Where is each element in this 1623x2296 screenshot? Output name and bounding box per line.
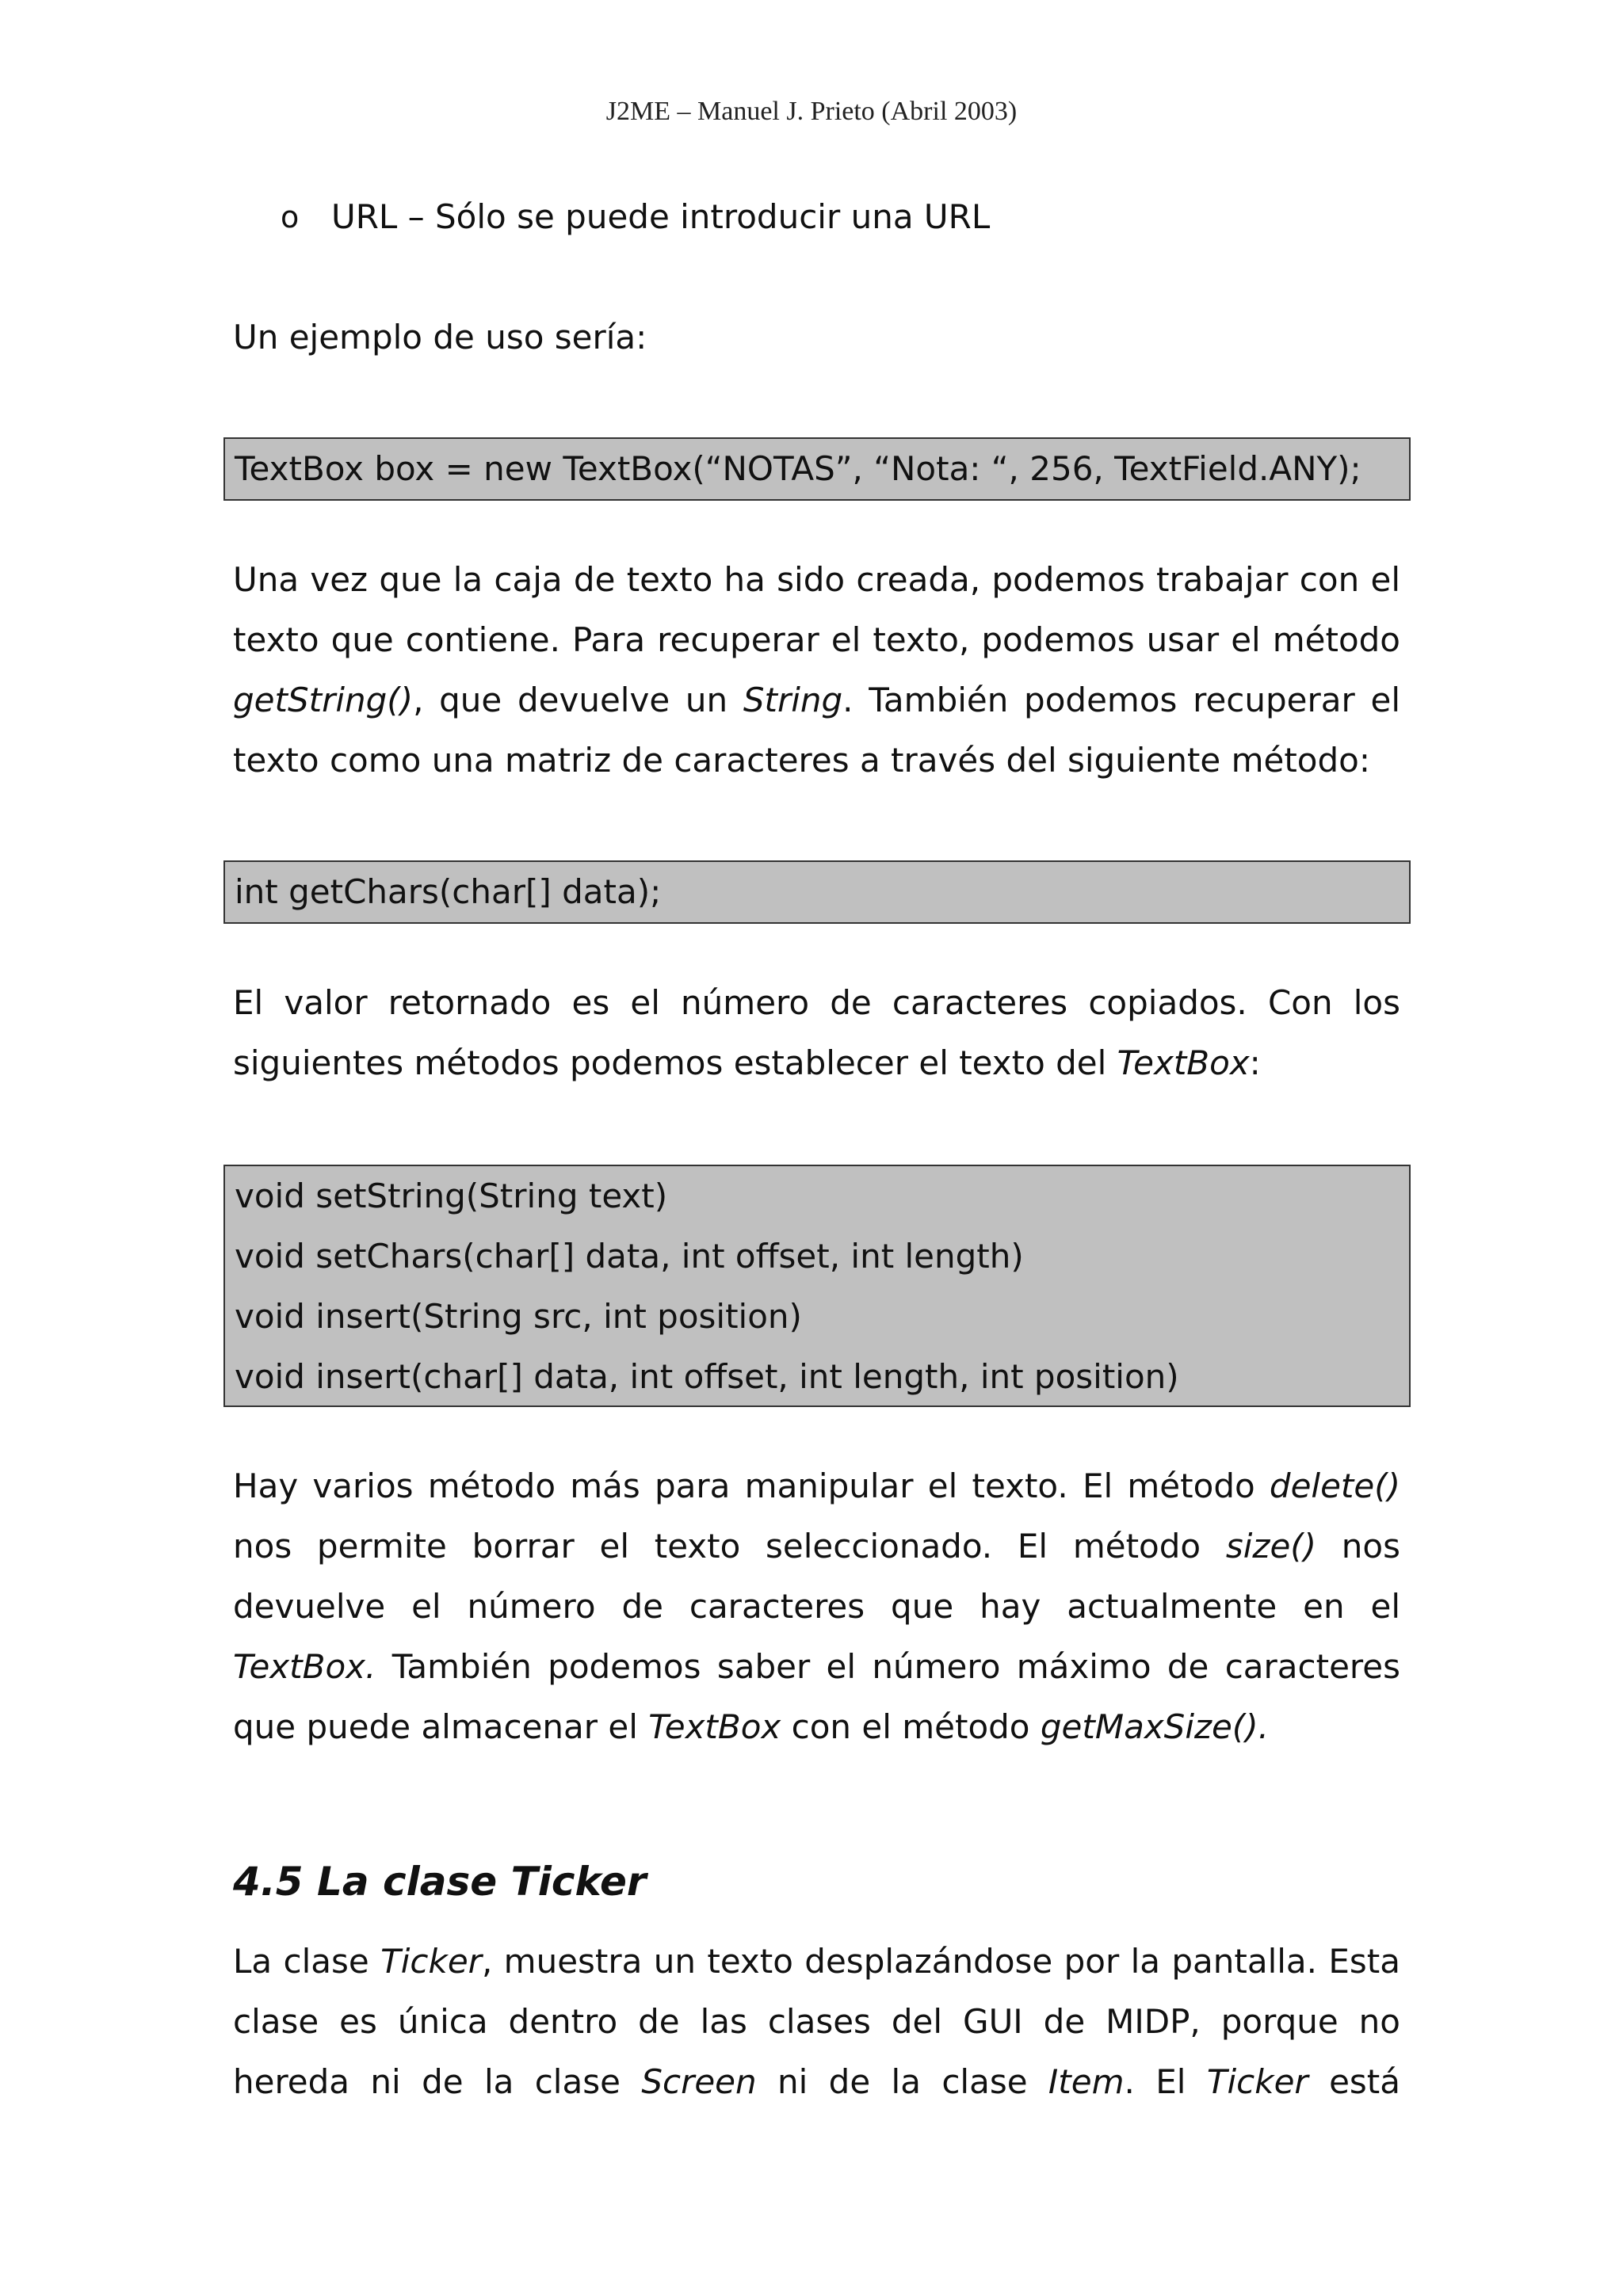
- para3-line3: devuelve el número de caracteres que hay actualmente en el: [233, 1587, 1400, 1626]
- para4-line1: La clase Ticker, muestra un texto desplazándose por la pantalla. Esta: [233, 1942, 1400, 1981]
- para4-line3: hereda ni de la clase Screen ni de la clase Item. El Ticker está: [233, 2062, 1401, 2101]
- code-line: void setChars(char[] data, int offset, int length): [235, 1237, 1024, 1276]
- page-header: J2ME – Manuel J. Prieto (Abril 2003): [605, 97, 1018, 126]
- para1-line4: texto como una matriz de caracteres a través del siguiente método:: [233, 741, 1371, 780]
- bullet-text: URL – Sólo se puede introducir una URL: [331, 197, 991, 236]
- code-line: void setString(String text): [235, 1177, 668, 1215]
- method-getstring: getString(): [233, 681, 414, 719]
- para3-line2: nos permite borrar el texto seleccionado. El método size() nos: [233, 1527, 1400, 1566]
- type-string: String: [743, 681, 843, 719]
- para1-line3: getString(), que devuelve un String. También podemos recuperar el: [233, 681, 1400, 719]
- code-line: void insert(String src, int position): [235, 1297, 802, 1336]
- code-line: TextBox box = new TextBox(“NOTAS”, “Nota: “, 256, TextField.ANY);: [235, 449, 1361, 488]
- para3-line1: Hay varios método más para manipular el texto. El método delete(): [233, 1466, 1400, 1505]
- bullet-mark: o: [281, 200, 300, 235]
- code-box-setters: [223, 1165, 1411, 1407]
- para3-line4: TextBox. También podemos saber el número máximo de caracteres: [233, 1647, 1400, 1686]
- intro-text: Un ejemplo de uso sería:: [233, 318, 647, 357]
- para4-line2: clase es única dentro de las clases del GUI de MIDP, porque no: [233, 2002, 1400, 2041]
- code-line: void insert(char[] data, int offset, int length, int position): [235, 1357, 1179, 1396]
- para2-line2: siguientes métodos podemos establecer el texto del TextBox:: [233, 1043, 1261, 1082]
- code-box-constructor: [223, 437, 1411, 501]
- para3-line5: que puede almacenar el TextBox con el método getMaxSize().: [233, 1707, 1269, 1746]
- section-heading: 4.5 La clase Ticker: [233, 1859, 647, 1905]
- para2-line1: El valor retornado es el número de caracteres copiados. Con los: [233, 983, 1400, 1022]
- code-box-getchars: [223, 860, 1411, 924]
- para1-line1: Una vez que la caja de texto ha sido creada, podemos trabajar con el: [233, 560, 1400, 599]
- para1-line2: texto que contiene. Para recuperar el texto, podemos usar el método: [233, 620, 1400, 659]
- code-line: int getChars(char[] data);: [235, 872, 662, 911]
